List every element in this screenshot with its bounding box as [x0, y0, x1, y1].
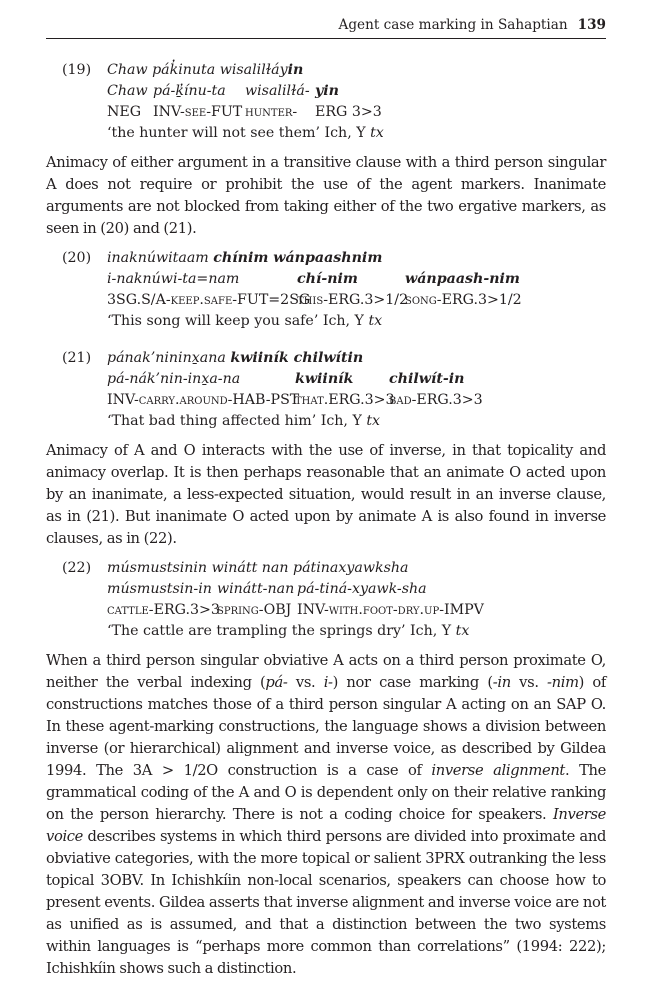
gloss-line: NEG INV-see-FUT hunter- ERG 3>3: [107, 104, 382, 120]
page: [46, 0, 606, 989]
paragraph-1: Animacy of either argument in a transitive clause with a third person singular A does not require or prohibit the use of the agent markers. Inanimate arguments are not blocked from taking either of the two ergative markers, as seen in (20) and (21).: [46, 154, 606, 237]
translation-line: ‘This song will keep you safe’ Ich, Y tx: [107, 313, 383, 329]
example-number: (20): [62, 250, 92, 266]
example-22: [62, 558, 606, 642]
example-20: [62, 248, 606, 332]
body-text: [46, 60, 606, 988]
morpheme-line: i-naknúwi-ta=nam chí-nim wánpaash-nim: [107, 271, 520, 287]
running-header: [46, 16, 606, 39]
source-line: músmustsinin winátt nan pátinaxyawksha: [107, 560, 409, 576]
example-number: (22): [62, 560, 92, 576]
translation-line: ‘the hunter will not see them’ Ich, Y tx: [107, 125, 384, 141]
source-line: pának’nininx̱ana kwiiník chilwítin: [107, 350, 364, 366]
translation-line: ‘That bad thing affected him’ Ich, Y tx: [107, 413, 381, 429]
example-19: [62, 60, 606, 144]
paragraph-3: When a third person singular obviative A acts on a third person proximate O, neither the verbal indexing (pá- vs. i-) nor case marking (-in vs. -nim) of constructions matches those of a third person singular A acting on an SAP O. In these agent-marking constructions, the language shows a division between inverse (or hierarchical) alignment and inverse voice, as described by Gildea 1994. The 3A > 1/2O construction is a case of inverse alignment. The grammatical coding of the A and O is dependent only on their relative ranking on the person hierarchy. There is not a coding choice for speakers. Inverse voice describes systems in which third persons are divided into proximate and obviative categories, with the more topical or salient 3PRX outranking the less topical 3OBV. In Ichishkíin non-local scenarios, speakers can choose how to present events. Gildea asserts that inverse alignment and inverse voice are not as unified as is assumed, and that a distinction between the two systems within languages is “perhaps more common than correlations” (1994: 222); Ichishkíin shows such a distinction.: [46, 652, 607, 977]
source-line: inaknúwitaam chínim wánpaashnim: [107, 250, 383, 266]
page-number: 139: [577, 17, 606, 33]
gloss-line: cattle-ERG.3>3 spring-OBJ INV-with.foot-dry.up-IMPV: [107, 602, 484, 618]
source-line: Chaw pák̓inuta wisalilɫáy in: [107, 62, 304, 78]
gloss-line: 3SG.S/A-keep.safe-FUT=2SG this-ERG.3>1/2 song-ERG.3>1/2: [107, 292, 522, 308]
paragraph-2: Animacy of A and O interacts with the use of inverse, in that topicality and animacy overlap. It is then perhaps reasonable that an animate O acted upon by an inanimate, a less-expected situation, would result in an inverse clause, as in (21). But inanimate O acted upon by animate A is also found in inverse clauses, as in (22).: [46, 442, 606, 547]
running-title: Agent case marking in Sahaptian: [338, 17, 568, 33]
translation-line: ‘The cattle are trampling the springs dry’ Ich, Y tx: [107, 623, 470, 639]
gloss-line: INV-carry.around-HAB-PST that.ERG.3>3 bad-ERG.3>3: [107, 392, 483, 408]
example-number: (21): [62, 350, 92, 366]
example-21: [62, 348, 606, 432]
example-number: (19): [62, 62, 92, 78]
morpheme-line: pá-nák’nin-inx̱a-na kwiiník chilwít-in: [107, 371, 465, 387]
morpheme-line: músmustsin-in winátt-nan pá-tiná-xyawk-sha: [107, 581, 427, 597]
morpheme-line: Chaw pá-ḵ̓ínu-ta wisalilɫá- yin: [107, 83, 339, 99]
